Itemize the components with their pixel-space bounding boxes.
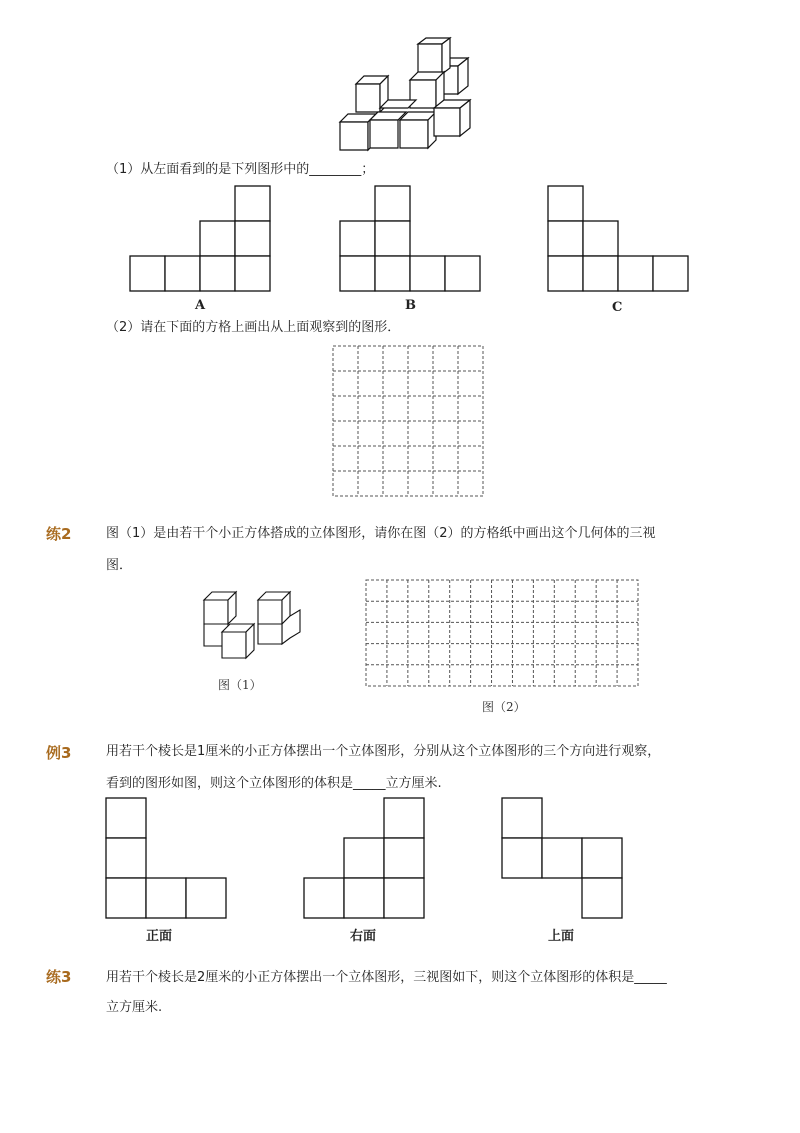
li3-text-line1: 用若干个棱长是1厘米的小正方体摆出一个立体图形，分别从这个立体图形的三个方向进行观察，: [106, 744, 661, 759]
top-view-figure: [502, 798, 624, 920]
option-b-label: B: [405, 298, 416, 313]
option-a-label: A: [195, 298, 206, 313]
option-c-label: C: [612, 300, 623, 315]
cube-stack-figure: [330, 36, 490, 156]
lian2-text-line2: 图．: [106, 558, 133, 573]
front-view-figure: [106, 798, 228, 920]
question-1: （1）从左面看到的是下列图形中的________；: [106, 162, 375, 177]
answer-grid-three-views[interactable]: [366, 580, 640, 688]
lian2-text-line1: 图（1）是由若干个小正方体搭成的立体图形，请你在图（2）的方格纸中画出这个几何体的三视: [106, 526, 656, 541]
figure-1-caption: 图（1）: [218, 678, 262, 692]
li3-text-line2: 看到的图形如图，则这个立体图形的体积是_____立方厘米.: [106, 776, 442, 791]
question-2: （2）请在下面的方格上画出从上面观察到的图形．: [106, 320, 401, 335]
top-view-label: 上面: [548, 929, 575, 944]
option-b-figure: [340, 186, 482, 294]
lian3-text-line2: 立方厘米.: [106, 1000, 163, 1015]
option-c-figure: [548, 186, 690, 294]
option-a-figure: [130, 186, 272, 294]
li3-tag: 例3: [46, 744, 72, 762]
lian3-text-line1: 用若干个棱长是2厘米的小正方体摆出一个立体图形，三视图如下，则这个立体图形的体积是_____: [106, 970, 667, 985]
lian2-tag: 练2: [46, 525, 72, 543]
figure-1-cubes: [200, 586, 304, 662]
right-view-label: 右面: [350, 929, 377, 944]
answer-grid-top-view[interactable]: [333, 346, 485, 498]
front-view-label: 正面: [146, 929, 173, 944]
figure-2-caption: 图（2）: [482, 700, 526, 714]
lian3-tag: 练3: [46, 968, 72, 986]
right-view-figure: [304, 798, 426, 920]
